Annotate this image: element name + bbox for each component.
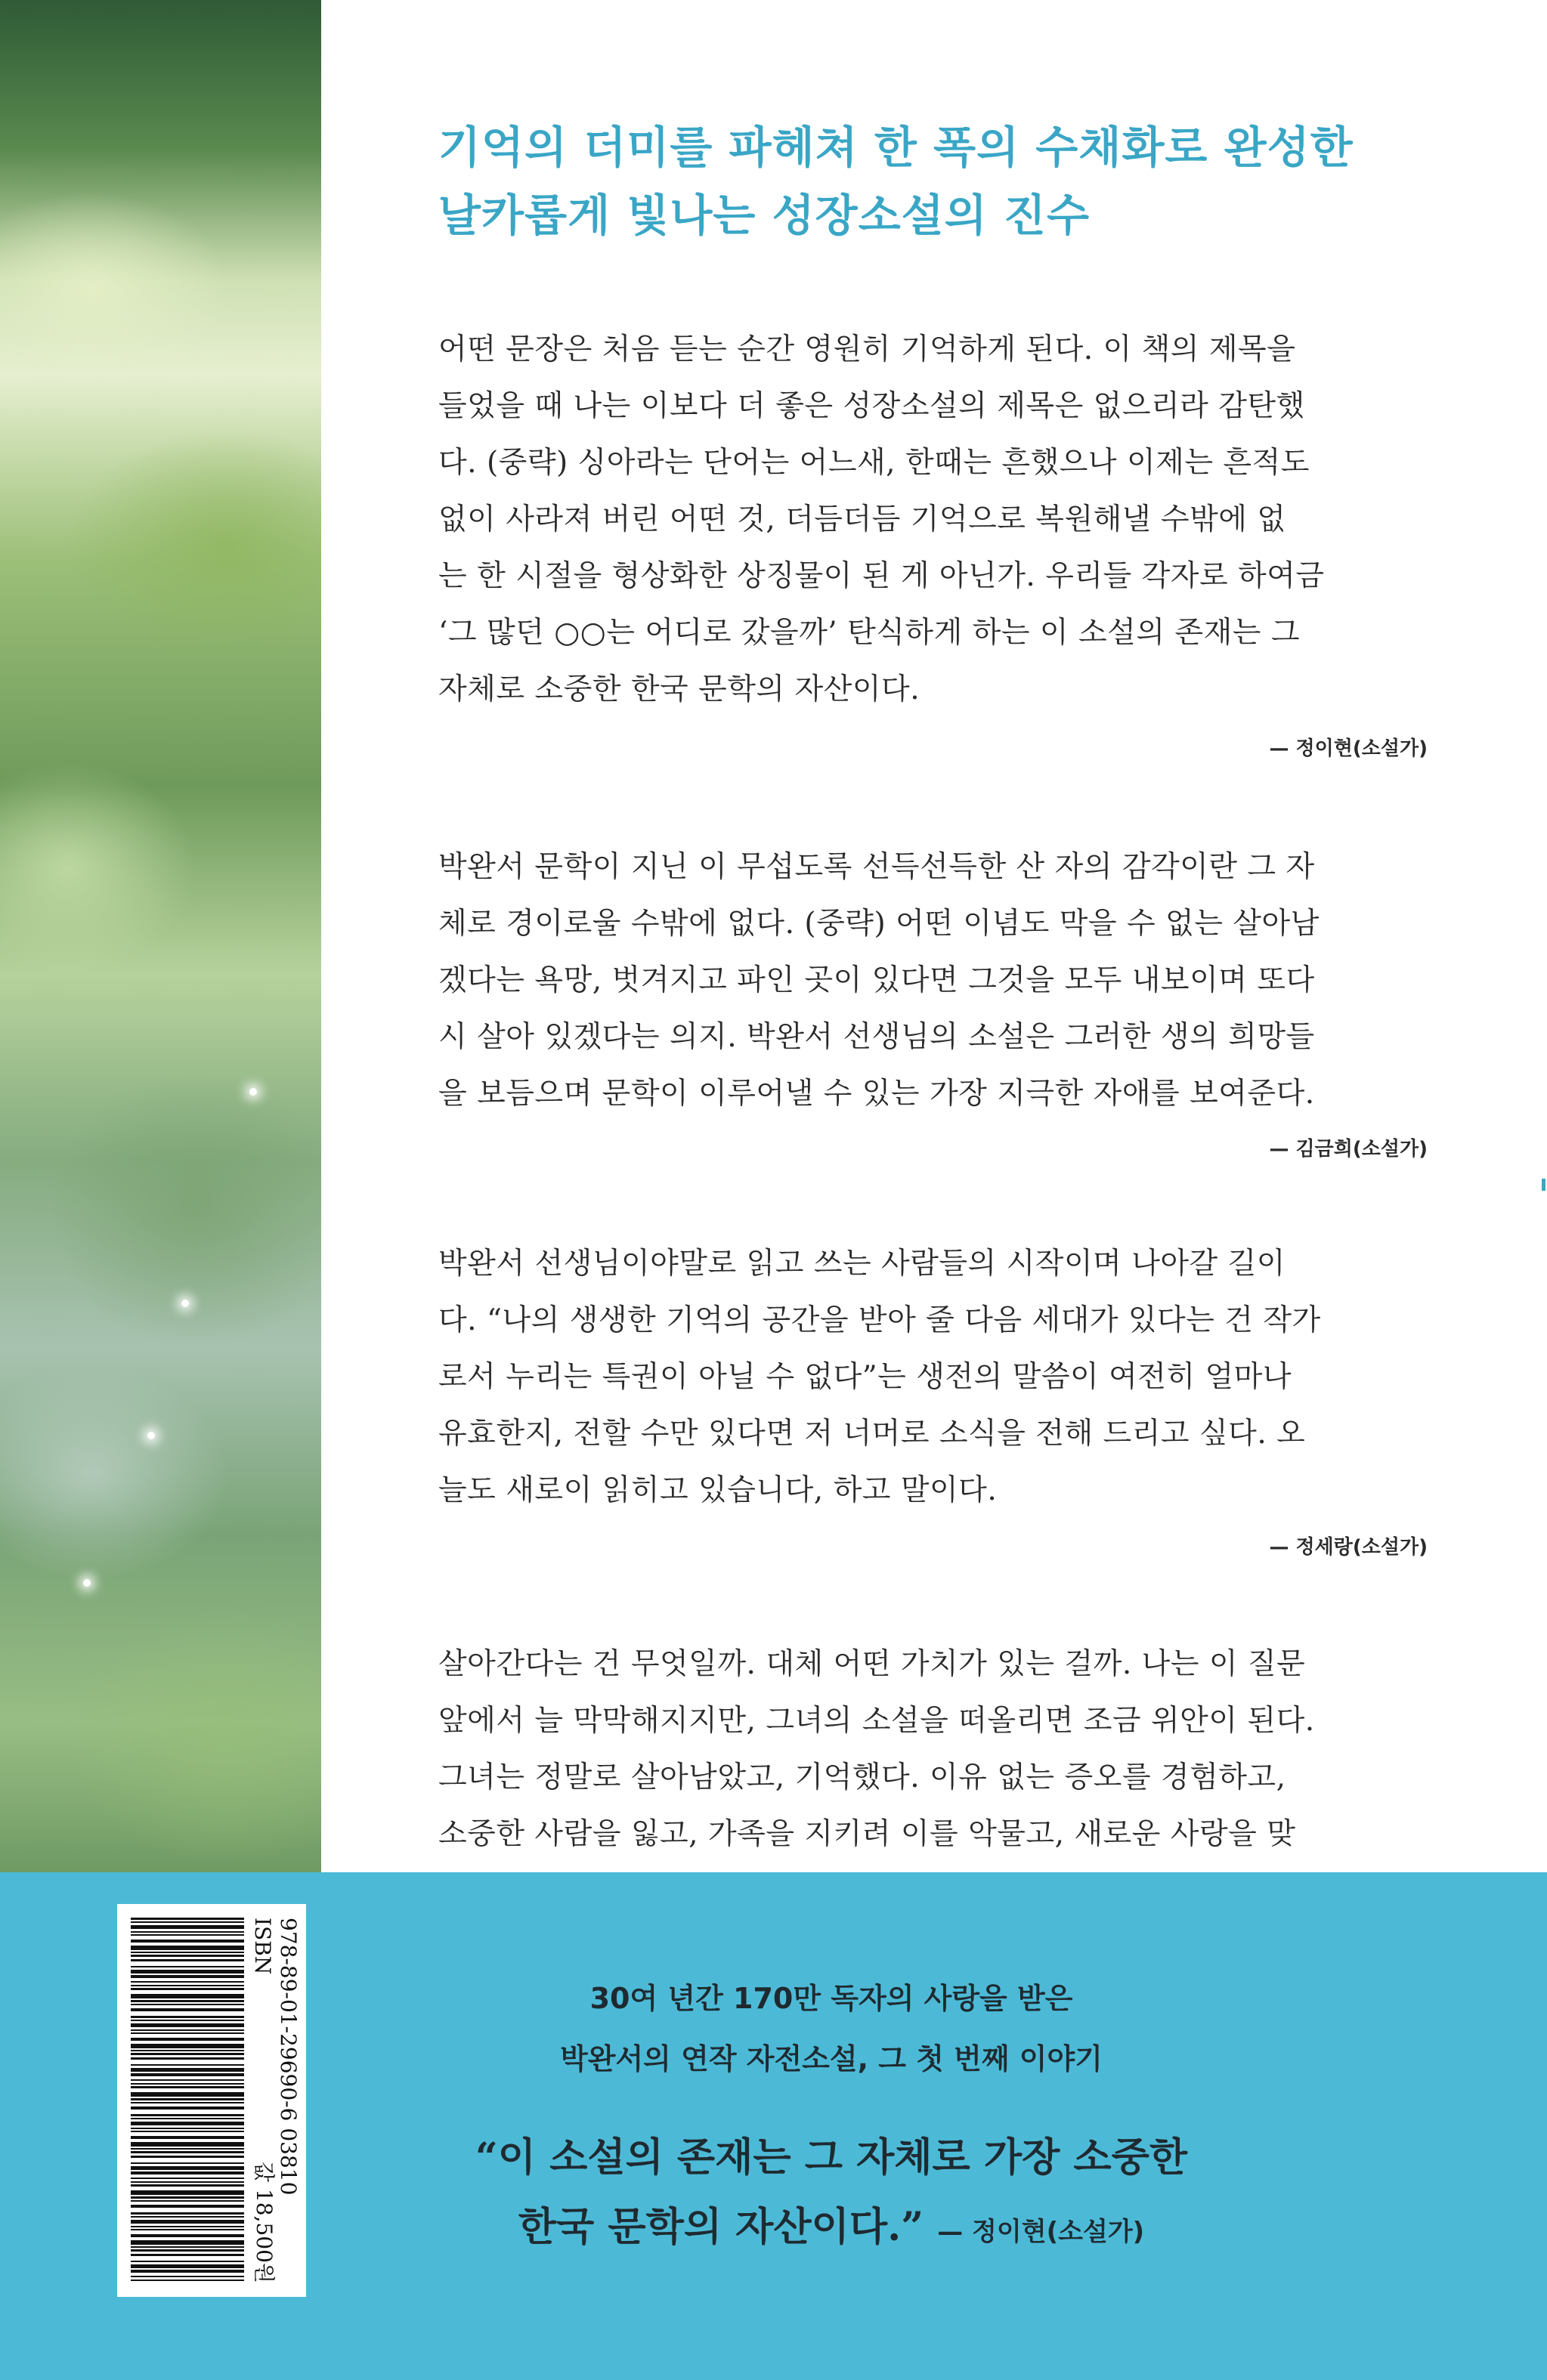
- quote-line: 자체로 소중한 한국 문학의 자산이다.: [438, 672, 920, 706]
- quote-line: 늘도 새로이 읽히고 있습니다, 하고 말이다.: [438, 1473, 998, 1507]
- quote-3-attribution: — 정세랑(소설가): [1269, 1536, 1428, 1559]
- barcode-bar: [131, 2128, 244, 2129]
- quote-4: [438, 1636, 1428, 1862]
- barcode-bar: [131, 2148, 244, 2150]
- barcode-bar: [131, 2196, 244, 2199]
- price-label: 값 18,500원: [252, 2162, 277, 2283]
- barcode-bar: [131, 2220, 244, 2224]
- barcode-bar: [131, 2083, 244, 2085]
- band-quote-line-2-row: [393, 2193, 1270, 2267]
- headline-line-1: 기억의 더미를 파헤쳐 한 폭의 수채화로 완성한: [438, 122, 1354, 173]
- barcode-bar: [131, 2280, 244, 2281]
- quote-line: 앞에서 늘 막막해지지만, 그녀의 소설을 떠올리면 조금 위안이 된다.: [438, 1704, 1315, 1738]
- barcode-bar: [131, 1966, 244, 1967]
- barcode-bar: [131, 1981, 244, 1983]
- quote-2-attribution: — 김금희(소설가): [1269, 1138, 1428, 1161]
- barcode-bar: [131, 2229, 244, 2230]
- quote-line: 들었을 때 나는 이보다 더 좋은 성장소설의 제목은 없으리라 감탄했: [438, 389, 1305, 423]
- quote-line: ‘그 많던 ○○는 어디로 갔을까’ 탄식하게 하는 이 소설의 존재는 그: [438, 616, 1300, 650]
- barcode-bar: [131, 2114, 244, 2116]
- barcode-bar: [131, 1934, 244, 1936]
- barcode-box: [117, 1904, 306, 2297]
- barcode-bar: [131, 1985, 244, 1986]
- barcode-bar: [131, 2000, 244, 2002]
- quote-line: 시 살아 있겠다는 의지. 박완서 선생님의 소설은 그러한 생의 희망들: [438, 1020, 1315, 1054]
- barcode-bar: [131, 2264, 244, 2268]
- cover-photo-grass: [0, 0, 321, 1872]
- band-tagline-line-2: 박완서의 연작 자전소설, 그 첫 번째 이야기: [560, 2042, 1103, 2076]
- barcode-bar: [131, 2079, 244, 2081]
- quote-line: 박완서 선생님이야말로 읽고 쓰는 사람들의 시작이며 나아갈 길이: [438, 1247, 1286, 1281]
- barcode-bar: [131, 2131, 244, 2132]
- barcode-bar: [131, 2053, 244, 2055]
- barcode-bar: [131, 2029, 244, 2031]
- headline-line-2: 날카롭게 빛나는 성장소설의 진수: [438, 190, 1090, 241]
- barcode-bar: [131, 1946, 244, 1950]
- barcode-bar: [131, 1952, 244, 1953]
- quote-line: 소중한 사람을 잃고, 가족을 지키려 이를 악물고, 새로운 사랑을 맞: [438, 1817, 1296, 1851]
- isbn-label: ISBN: [250, 1918, 275, 1975]
- barcode-bar: [131, 2020, 244, 2021]
- barcode-bar: [131, 2057, 244, 2060]
- barcode-bar: [131, 2171, 244, 2174]
- band-tagline-line-1: 30여 년간 170만 독자의 사랑을 받은: [589, 1982, 1073, 2015]
- barcode-bar: [131, 1931, 244, 1933]
- barcode-bar: [131, 2254, 244, 2256]
- quote-1: [438, 321, 1428, 718]
- barcode-bar: [131, 2032, 244, 2034]
- barcode-bar: [131, 2190, 244, 2195]
- barcode-bar: [131, 1988, 244, 1990]
- barcode-bar: [131, 2166, 244, 2170]
- quote-line: 어떤 문장은 처음 듣는 순간 영원히 기억하게 된다. 이 책의 제목을: [438, 332, 1296, 366]
- band-quote-line-1: “이 소설의 존재는 그 자체로 가장 소중한: [475, 2134, 1188, 2181]
- barcode-bar: [131, 2008, 244, 2011]
- barcode-bar: [131, 2276, 244, 2277]
- barcode-bar: [131, 2200, 244, 2202]
- barcode-bar: [131, 2249, 244, 2252]
- barcode-bar: [131, 1970, 244, 1974]
- band-quote-attribution: — 정이현(소설가): [937, 2217, 1145, 2247]
- barcode-bar: [131, 2151, 244, 2153]
- barcode-bar: [131, 2178, 244, 2179]
- barcode-bar: [131, 2181, 244, 2183]
- barcode-bar: [131, 2102, 244, 2103]
- barcode-bar: [131, 2098, 244, 2100]
- quote-line: 다. “나의 생생한 기억의 공간을 받아 줄 다음 세대가 있다는 건 작가: [438, 1303, 1321, 1337]
- barcode-bar: [131, 2122, 244, 2125]
- quote-line: 는 한 시절을 형상화한 상징물이 된 게 아닌가. 우리들 각자로 하여금: [438, 559, 1325, 593]
- barcode-bar: [131, 2240, 244, 2245]
- barcode-bar: [131, 1994, 244, 1998]
- quote-2: [438, 839, 1428, 1122]
- barcode-bar: [131, 2023, 244, 2027]
- band-tagline: [529, 1968, 1134, 2089]
- barcode-bar: [131, 2050, 244, 2051]
- barcode-bar: [131, 1975, 244, 1978]
- barcode-bar: [131, 2136, 244, 2139]
- headline: [438, 113, 1436, 249]
- barcode-bar: [131, 1959, 244, 1961]
- barcode-bar: [131, 1921, 244, 1923]
- barcode-bar: [131, 2184, 244, 2187]
- barcode-bar: [131, 2216, 244, 2218]
- barcode-bar: [131, 2270, 244, 2273]
- barcode-bar: [131, 2162, 244, 2164]
- barcode-bar: [131, 2044, 244, 2048]
- barcode-bar: [131, 2212, 244, 2215]
- barcode-bar: [131, 1955, 244, 1957]
- quote-line: 체로 경이로울 수밖에 없다. (중략) 어떤 이념도 막을 수 없는 살아남: [438, 907, 1320, 941]
- barcode-bar: [131, 2246, 244, 2248]
- quote-1-attribution: — 정이현(소설가): [1269, 737, 1428, 760]
- quote-line: 다. (중략) 싱아라는 단어는 어느새, 한때는 흔했으나 이제는 흔적도: [438, 446, 1310, 480]
- barcode-bar: [131, 2118, 244, 2119]
- barcode-bar: [131, 1940, 244, 1943]
- band-quote: [393, 2123, 1270, 2267]
- edge-mark: [1542, 1179, 1545, 1191]
- quote-line: 그녀는 정말로 살아남았고, 기억했다. 이유 없는 증오를 경험하고,: [438, 1760, 1286, 1794]
- barcode-bar: [131, 1925, 244, 1929]
- barcode-bar: [131, 2106, 244, 2110]
- quote-line: 살아간다는 건 무엇일까. 대체 어떤 가치가 있는 걸까. 나는 이 질문: [438, 1647, 1306, 1681]
- barcode-bar: [131, 2234, 244, 2237]
- barcode-icon: [131, 1918, 244, 2283]
- barcode-bar: [131, 2004, 244, 2005]
- barcode-bar: [131, 2086, 244, 2088]
- quote-line: 로서 누리는 특권이 아닐 수 없다”는 생전의 말씀이 여전히 얼마나: [438, 1360, 1292, 1394]
- barcode-bar: [131, 2142, 244, 2147]
- barcode-bar: [131, 2205, 244, 2208]
- barcode-bar: [131, 2073, 244, 2076]
- barcode-bar: [131, 2064, 244, 2066]
- quote-3: [438, 1235, 1428, 1519]
- quote-line: 박완서 문학이 지닌 이 무섭도록 선득선득한 산 자의 감각이란 그 자: [438, 850, 1315, 884]
- barcode-bar: [131, 2226, 244, 2227]
- isbn-column: [247, 1918, 300, 2283]
- quote-line: 유효한지, 전할 수만 있다면 저 너머로 소식을 전해 드리고 싶다. 오: [438, 1417, 1306, 1451]
- barcode-bar: [131, 2068, 244, 2072]
- barcode-bar: [131, 2156, 244, 2158]
- isbn-number: 978-89-01-29690-6 03810: [276, 1918, 301, 2196]
- barcode-bar: [131, 2016, 244, 2018]
- barcode-bar: [131, 1918, 244, 1920]
- quote-line: 없이 사라져 버린 어떤 것, 더듬더듬 기억으로 복원해낼 수밖에 없: [438, 502, 1286, 536]
- quote-line: 을 보듬으며 문학이 이루어낼 수 있는 가장 지극한 자애를 보여준다.: [438, 1077, 1315, 1111]
- barcode-bar: [131, 2092, 244, 2097]
- barcode-bar: [131, 2261, 244, 2262]
- barcode-bar: [131, 2038, 244, 2041]
- band-quote-line-2: 한국 문학의 자산이다.”: [518, 2204, 924, 2250]
- quote-line: 겠다는 욕망, 벗겨지고 파인 곳이 있다면 그것을 모두 내보이며 또다: [438, 963, 1315, 997]
